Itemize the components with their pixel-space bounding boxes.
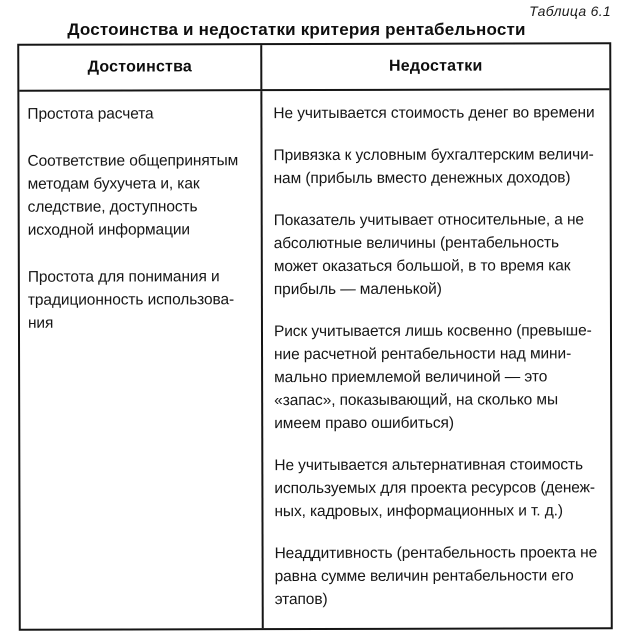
table-body-row: [19, 90, 610, 629]
table-title: Достоинства и недостатки критерия рентабельности: [67, 20, 526, 39]
disadvantage-item: Привязка к условным бухгалтерским величинам (прибыль вместо денежных доходов): [273, 146, 594, 188]
advantage-item: Простота расчета: [27, 105, 154, 123]
header-disadvantages: Недостатки: [389, 57, 483, 75]
disadvantage-item: Не учитывается стоимость денег во времени: [273, 104, 595, 123]
disadvantage-item: Показатель учитывает относительные, а не абсолютные величины (рентабельность может оказаться большой, в то время как прибыль — маленькой): [273, 211, 584, 299]
disadvantage-item: Не учитывается альтернативная стоимость используемых для проекта ресурсов (денежных, кадровых, информационных и т. д.): [274, 456, 596, 521]
advantages-cell: [19, 91, 263, 629]
disadvantage-item: Риск учитывается лишь косвенно (превышение расчетной рентабельности над минимально приемлемой величиной — это «запас», показывающий, на сколько мы имеем право ошибиться): [273, 322, 592, 433]
advantage-item: Простота для понимания и традиционность использования: [27, 268, 235, 332]
advantage-item: Соответствие общепринятым методам бухучета и, как следствие, доступность исходной информации: [27, 152, 239, 239]
disadvantage-item: Неаддитивность (рентабельность проекта не равна сумме величин рентабельности его этапов): [274, 544, 598, 609]
header-advantages: Достоинства: [19, 45, 262, 90]
table-header-row: [19, 44, 609, 92]
disadvantages-cell: [262, 90, 610, 628]
table-number-caption: Таблица 6.1: [529, 3, 611, 19]
comparison-table: [17, 42, 613, 631]
